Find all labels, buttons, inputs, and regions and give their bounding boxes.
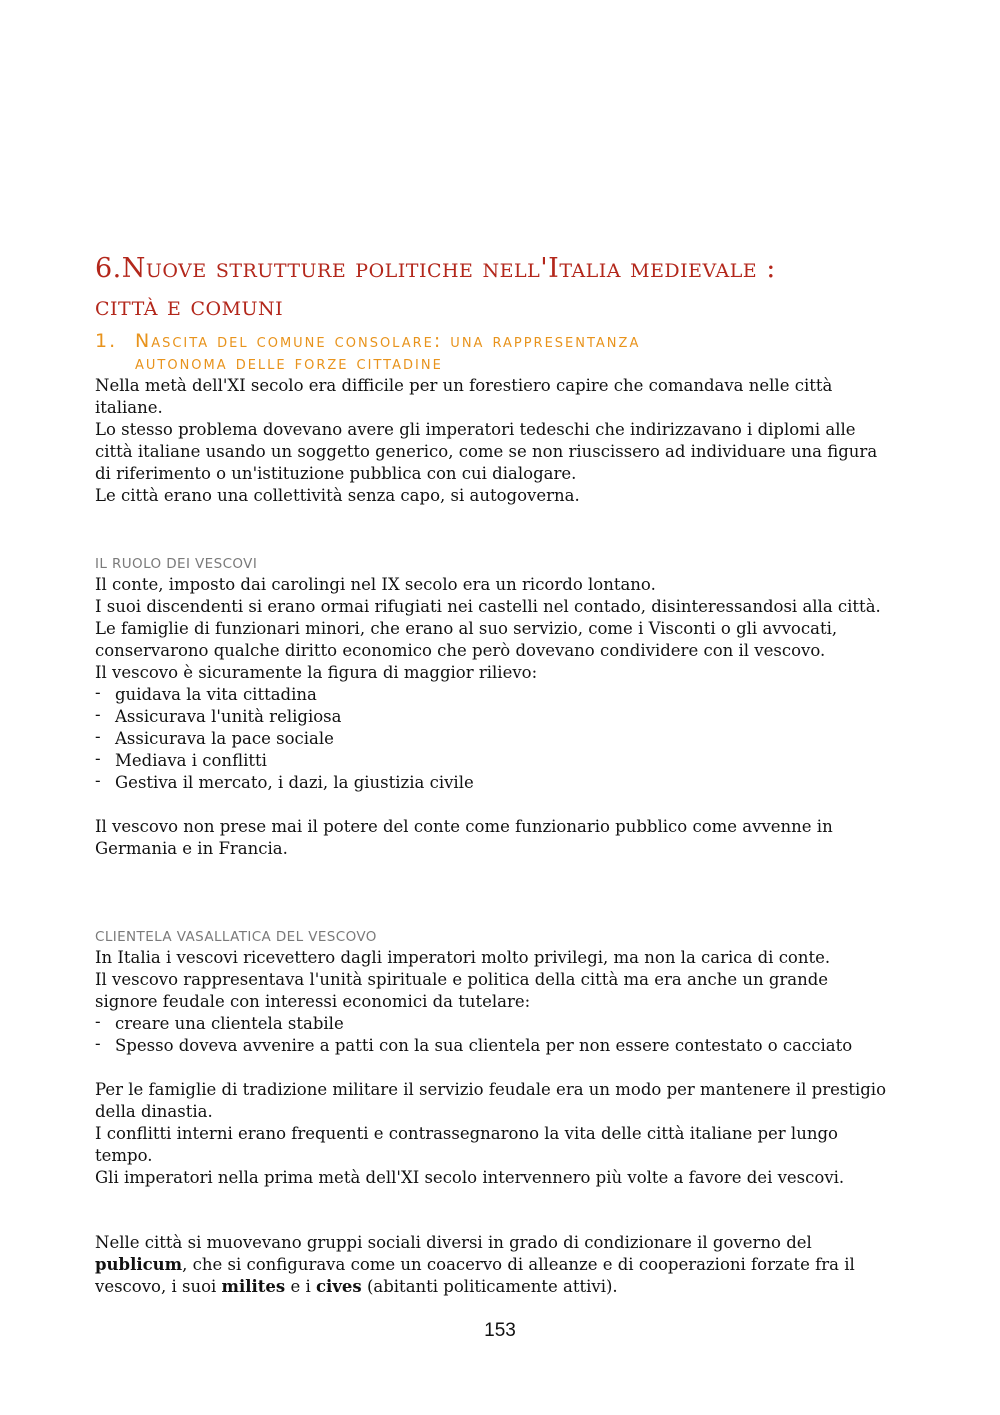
paragraph: Il conte, imposto dai carolingi nel IX secolo era un ricordo lontano. — [95, 575, 656, 594]
clientela-list — [95, 1013, 895, 1057]
section-number: 1. — [95, 330, 118, 352]
text-span: Nelle città si muovevano gruppi sociali diversi in grado di condizionare il governo del — [95, 1233, 812, 1252]
list-item: - Assicurava l'unità religiosa — [95, 706, 895, 728]
closing-paragraph — [95, 1232, 895, 1298]
paragraph: In Italia i vescovi ricevettero dagli imperatori molto privilegi, ma non la carica di conte. — [95, 948, 831, 967]
subheading-ruolo-vescovi: IL RUOLO DEI VESCOVI — [95, 556, 258, 572]
paragraph: Il vescovo è sicuramente la figura di maggior rilievo: — [95, 663, 538, 682]
section-title — [95, 330, 895, 374]
paragraph: Il vescovo non prese mai il potere del conte come funzionario pubblico come avvenne in Germania e in Francia. — [95, 817, 833, 858]
clientela-text — [95, 947, 895, 1189]
term-cives: cives — [316, 1277, 362, 1296]
paragraph: Per le famiglie di tradizione militare il servizio feudale era un modo per mantenere il prestigio della dinastia. — [95, 1080, 887, 1121]
section-title-line-2: autonoma delle forze cittadine — [135, 352, 443, 374]
text-span: e i — [285, 1277, 316, 1296]
list-item: - guidava la vita cittadina — [95, 684, 895, 706]
term-milites: milites — [221, 1277, 286, 1296]
list-item: - creare una clientela stabile — [95, 1013, 895, 1035]
intro-paragraph: Lo stesso problema dovevano avere gli imperatori tedeschi che indirizzavano i diplomi alle città italiane usando un soggetto generico, come se non riuscissero ad individuare una figura di riferimento o un'istituzione pubblica con cui dialogare. — [95, 420, 878, 483]
intro-paragraph: Nella metà dell'XI secolo era difficile per un forestiero capire che comandava nelle città italiane. — [95, 376, 833, 417]
term-publicum: publicum — [95, 1255, 183, 1274]
paragraph: Il vescovo rappresentava l'unità spirituale e politica della città ma era anche un grande signore feudale con interessi economici da tutelare: — [95, 970, 829, 1011]
bishop-roles-list — [95, 684, 895, 794]
paragraph: I conflitti interni erano frequenti e contrassegnarono la vita delle città italiane per lungo tempo. — [95, 1124, 838, 1165]
paragraph: I suoi discendenti si erano ormai rifugiati nei castelli nel contado, disinteressandosi alla città. — [95, 597, 881, 616]
paragraph: Le famiglie di funzionari minori, che erano al suo servizio, come i Visconti o gli avvocati, conservarono qualche diritto economico che però dovevano condividere con il vescovo. — [95, 619, 838, 660]
paragraph: Gli imperatori nella prima metà dell'XI secolo intervennero più volte a favore dei vescovi. — [95, 1168, 845, 1187]
chapter-title-line-2: città e comuni — [95, 291, 284, 322]
text-span: , che si configurava come un coacervo di alleanze e di cooperazioni forzate fra il vescovo, i suoi — [95, 1255, 855, 1296]
page-number: 153 — [484, 1320, 516, 1341]
text-span: (abitanti politicamente attivi). — [361, 1277, 618, 1296]
list-item: - Mediava i conflitti — [95, 750, 895, 772]
intro-text — [95, 375, 895, 507]
intro-paragraph: Le città erano una collettività senza capo, si autogoverna. — [95, 486, 580, 505]
closing-text — [95, 1232, 895, 1298]
list-item: - Assicurava la pace sociale — [95, 728, 895, 750]
subheading-clientela: CLIENTELA VASALLATICA DEL VESCOVO — [95, 929, 377, 945]
section-title-line-1: Nascita del comune consolare: una rappresentanza — [135, 330, 641, 352]
chapter-title — [95, 250, 915, 326]
list-item: - Spesso doveva avvenire a patti con la sua clientela per non essere contestato o cacciato — [95, 1035, 895, 1057]
list-item: - Gestiva il mercato, i dazi, la giustizia civile — [95, 772, 895, 794]
chapter-title-line-1: 6.Nuove strutture politiche nell'Italia medievale : — [95, 253, 776, 284]
ruolo-vescovi-text — [95, 574, 895, 860]
